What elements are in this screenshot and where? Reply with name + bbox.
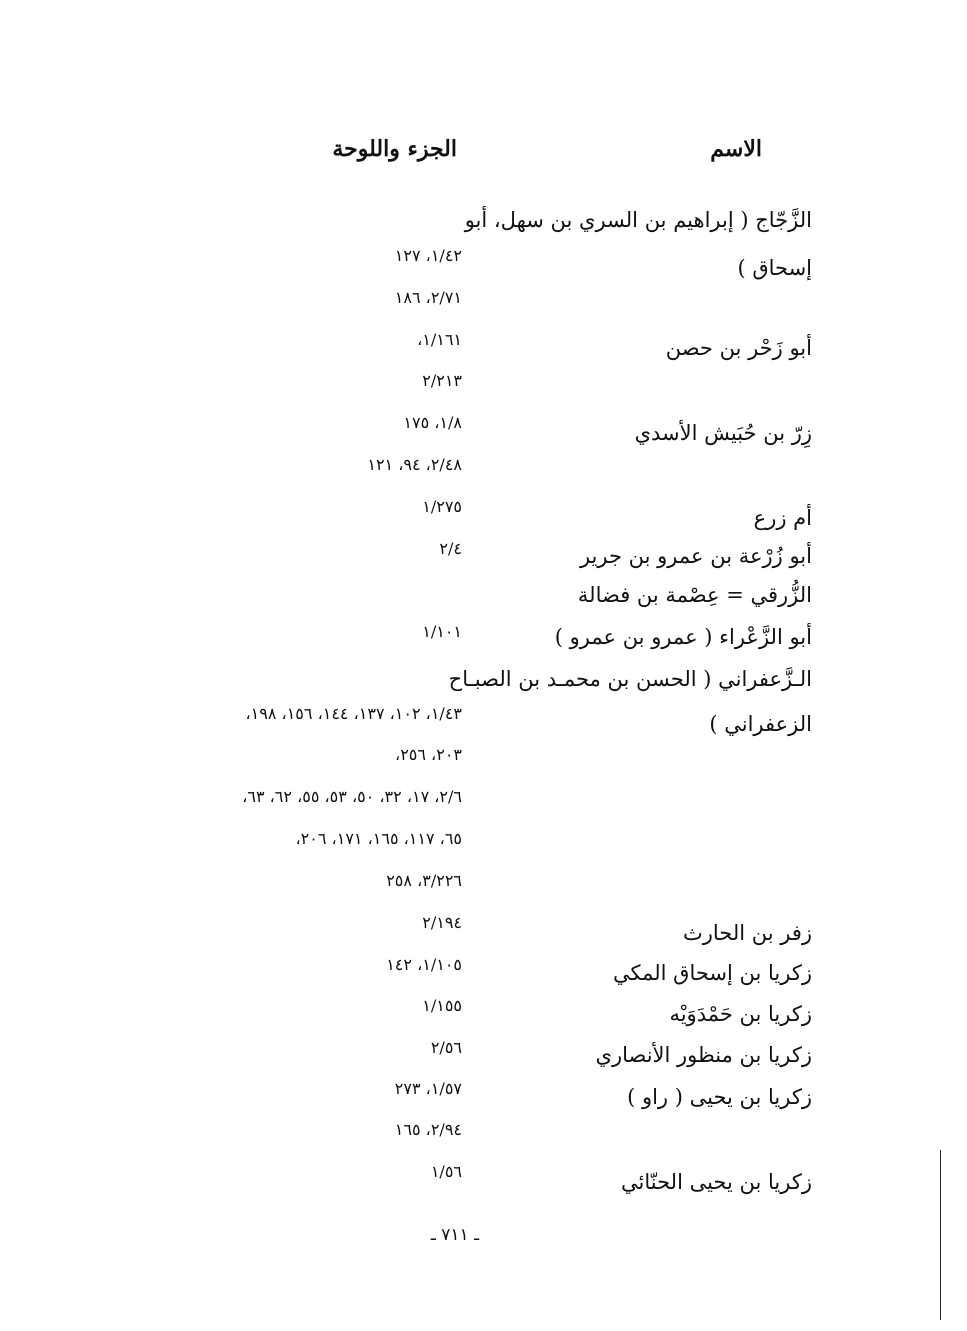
entry-name: الزَّجّاج ( إبراهيم بن السري بن سهل، أبو — [464, 208, 812, 232]
entry-name: أبو الزَّعْراء ( عمرو بن عمرو ) — [554, 625, 812, 649]
entry-ref: ٦٥، ١١٧، ١٦٥، ١٧١، ٢٠٦، — [295, 829, 462, 848]
entry-ref: ٢/٦، ١٧، ٣٢، ٥٠، ٥٣، ٥٥، ٦٢، ٦٣، — [242, 787, 462, 806]
entry-name: أبو زَحْر بن حصن — [665, 336, 812, 360]
entry-name: زكريا بن يحيى الحنّائي — [621, 1170, 812, 1194]
entry-ref: ٢/٥٦ — [430, 1038, 462, 1057]
entry-ref: ١/١٠١ — [422, 622, 462, 641]
entry-name: الـزَّعفراني ( الحسن بن محمـد بن الصبـاح — [448, 667, 812, 691]
entry-ref: ٢/٧١، ١٨٦ — [394, 288, 462, 307]
entry-ref: ٣/٢٢٦، ٢٥٨ — [386, 871, 462, 890]
entry-ref: ١/٥٦ — [430, 1162, 462, 1181]
entry-name: زفر بن الحارث — [682, 921, 812, 945]
entry-ref: ٢/١٩٤ — [422, 913, 462, 932]
entry-name: زكريا بن يحيى ( راو ) — [627, 1085, 812, 1109]
entry-name: إسحاق ) — [737, 256, 812, 280]
entry-name: الزعفراني ) — [709, 712, 812, 736]
entry-name: الزُّرقي = عِصْمة بن فضالة — [577, 583, 812, 607]
entry-ref: ١/١٥٥ — [422, 996, 462, 1015]
entry-ref: ١/٥٧، ٢٧٣ — [394, 1079, 462, 1098]
entry-ref: ٢٠٣، ٢٥٦، — [395, 745, 462, 764]
entry-name: زكريا بن حَمْدَوَيْه — [669, 1002, 812, 1026]
entry-ref: ١/٤٣، ١٠٢، ١٣٧، ١٤٤، ١٥٦، ١٩٨، — [245, 704, 462, 723]
entry-name: زكريا بن إسحاق المكي — [613, 961, 812, 985]
entry-name: أم زرع — [753, 506, 812, 530]
entry-ref: ١/٨، ١٧٥ — [403, 413, 462, 432]
name-column-header: الاسم — [710, 136, 762, 162]
entry-name: زِرّ بن حُبَيش الأسدي — [634, 421, 812, 445]
entry-ref: ١/١٠٥، ١٤٢ — [386, 955, 462, 974]
scan-edge-line — [940, 1150, 941, 1320]
entry-ref: ١/٤٢، ١٢٧ — [394, 246, 462, 265]
entry-ref: ٢/٤٨، ٩٤، ١٢١ — [367, 455, 462, 474]
page-number: ـ ٧١١ ـ — [430, 1225, 480, 1245]
entry-ref: ٢/٢١٣ — [422, 371, 462, 390]
entry-name: أبو زُرْعة بن عمرو بن جرير — [579, 544, 812, 568]
entry-ref: ١/٢٧٥ — [422, 497, 462, 516]
entry-name: زكريا بن منظور الأنصاري — [595, 1043, 812, 1067]
entry-ref: ١/١٦١، — [417, 330, 462, 349]
entry-ref: ٢/٩٤، ١٦٥ — [394, 1120, 462, 1139]
entry-ref: ٢/٤ — [439, 539, 462, 558]
refs-column-header: الجزء واللوحة — [332, 136, 457, 162]
